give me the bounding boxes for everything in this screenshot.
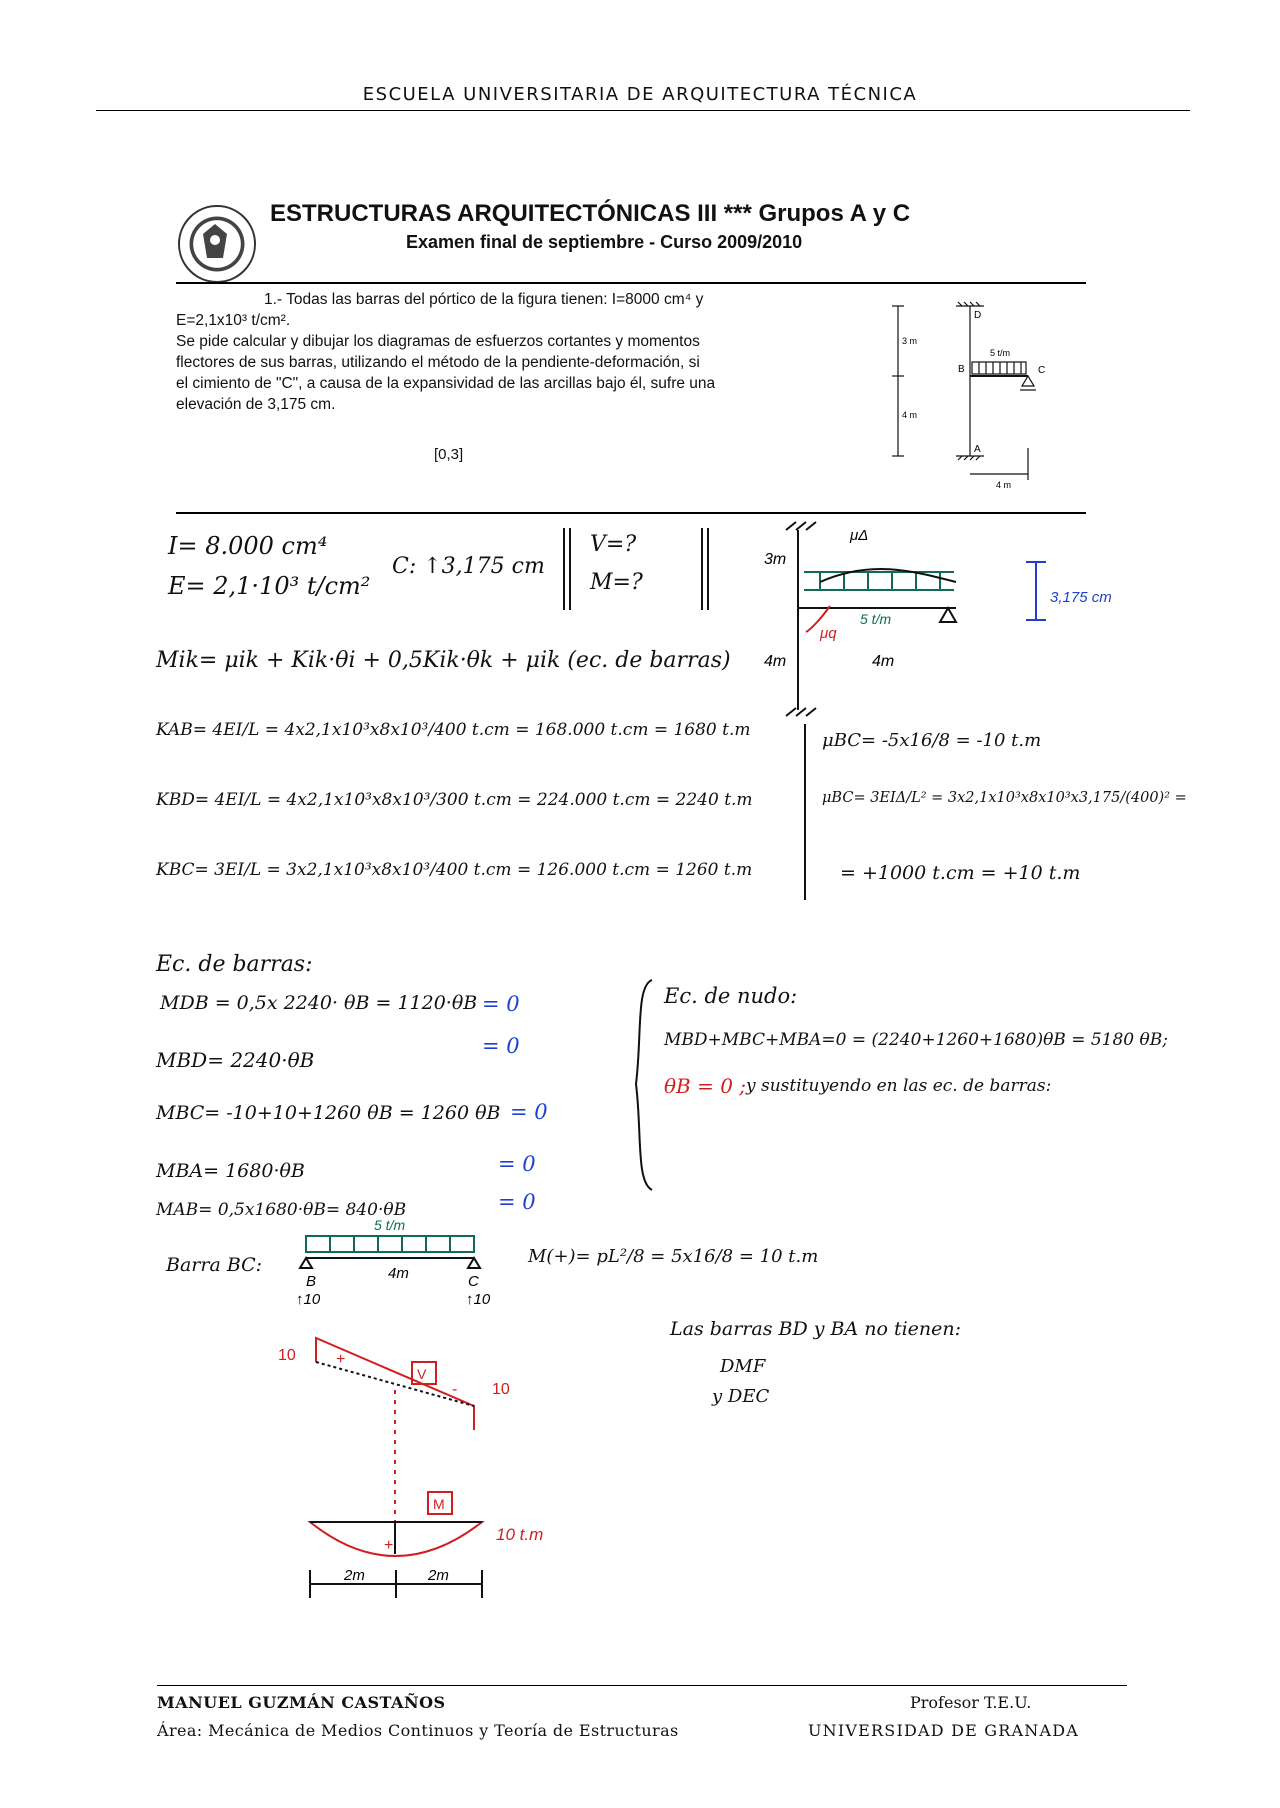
note-dmf: DMF bbox=[720, 1356, 766, 1377]
moment-label: M bbox=[433, 1496, 445, 1512]
bar-eq-zero: = 0 bbox=[482, 992, 520, 1016]
bar-bc-reaction-c: ↑10 bbox=[466, 1291, 491, 1308]
fixed-end-moment-settlement: μBC= 3EIΔ/L² = 3x2,1x10³x8x10³x3,175/(400)² = bbox=[822, 790, 1187, 806]
unknown-shear: V=? bbox=[590, 532, 637, 557]
bar-bc-label-c: C bbox=[468, 1273, 479, 1290]
node-equation: MBD+MBC+MBA=0 = (2240+1260+1680)θB = 5180 θB; bbox=[664, 1030, 1168, 1050]
problem-line: E=2,1x10³ t/cm². bbox=[176, 312, 291, 329]
general-equation: Mik= μik + Kik·θi + 0,5Kik·θk + μik (ec. de barras) bbox=[156, 648, 731, 673]
stiffness-bd: KBD= 4EI/L = 4x2,1x10³x8x10³/300 t.cm = 224.000 t.cm = 2240 t.m bbox=[156, 790, 753, 810]
problem-line: 1.- Todas las barras del pórtico de la figura tienen: I=8000 cm⁴ y bbox=[264, 291, 704, 308]
figure-rule bbox=[176, 512, 1086, 514]
moments-divider bbox=[800, 722, 810, 902]
solution-sketch bbox=[760, 520, 1130, 720]
bar-bc-title: Barra BC: bbox=[166, 1254, 263, 1276]
bar-eq-zero: = 0 bbox=[482, 1034, 520, 1058]
fig-dim-bottom: 4 m bbox=[902, 410, 918, 420]
sketch-mu-delta: μΔ bbox=[850, 527, 869, 544]
node-substitution-note: y sustituyendo en las ec. de barras: bbox=[746, 1076, 1052, 1096]
fixed-end-moment-load: μBC= -5x16/8 = -10 t.m bbox=[822, 730, 1042, 751]
sketch-4m-span: 4m bbox=[872, 653, 895, 670]
note-dec: y DEC bbox=[712, 1386, 770, 1407]
author-area: Área: Mecánica de Medios Continuos y Teoría de Estructuras bbox=[157, 1721, 679, 1740]
shear-plus: + bbox=[336, 1351, 346, 1368]
node-equation-title: Ec. de nudo: bbox=[664, 984, 798, 1008]
sketch-3m: 3m bbox=[764, 551, 787, 568]
stiffness-ab: KAB= 4EI/L = 4x2,1x10³x8x10³/400 t.cm = 168.000 t.cm = 1680 t.m bbox=[156, 720, 751, 740]
bar-bc-diagrams bbox=[260, 1220, 560, 1630]
fig-label-A: A bbox=[974, 444, 981, 455]
fig-label-B: B bbox=[958, 364, 965, 375]
half-span-1: 2m bbox=[344, 1567, 365, 1584]
title-rule bbox=[176, 282, 1086, 284]
bar-eq-zero: = 0 bbox=[510, 1100, 548, 1124]
data-inertia: I= 8.000 cm⁴ bbox=[168, 532, 328, 560]
note-no-diagrams: Las barras BD y BA no tienen: bbox=[670, 1318, 962, 1340]
unknowns-bars bbox=[558, 524, 718, 616]
fig-dim-top: 3 m bbox=[902, 336, 918, 346]
bar-eq-db: MDB = 0,5x 2240· θB = 1120·θB bbox=[160, 992, 478, 1014]
frame-figure bbox=[880, 298, 1080, 498]
shear-left-value: 10 bbox=[278, 1347, 296, 1364]
sketch-settle: 3,175 cm bbox=[1050, 589, 1112, 606]
max-moment: M(+)= pL²/8 = 5x16/8 = 10 t.m bbox=[528, 1246, 819, 1267]
bar-eq-zero: = 0 bbox=[498, 1152, 536, 1176]
node-rotation-result: θB = 0 ; bbox=[664, 1074, 747, 1098]
exam-title: ESTRUCTURAS ARQUITECTÓNICAS III *** Grupos A y C bbox=[270, 200, 911, 227]
stiffness-bc: KBC= 3EI/L = 3x2,1x10³x8x10³/400 t.cm = 126.000 t.cm = 1260 t.m bbox=[156, 860, 753, 880]
fig-label-D: D bbox=[974, 310, 982, 321]
bar-eq-ab: MAB= 0,5x1680·θB= 840·θB bbox=[156, 1200, 407, 1220]
problem-statement bbox=[176, 289, 866, 415]
bar-equations-title: Ec. de barras: bbox=[156, 952, 313, 977]
shear-label: V bbox=[417, 1366, 427, 1382]
moment-value: 10 t.m bbox=[496, 1525, 544, 1544]
bar-eq-zero: = 0 bbox=[498, 1190, 536, 1214]
moment-plus: + bbox=[384, 1537, 394, 1554]
fig-label-C: C bbox=[1038, 365, 1046, 376]
problem-line: Se pide calcular y dibujar los diagramas de esfuerzos cortantes y momentos bbox=[176, 333, 700, 350]
score: [0,3] bbox=[434, 446, 464, 463]
problem-line: flectores de sus barras, utilizando el método de la pendiente-deformación, si bbox=[176, 354, 700, 371]
school-header: ESCUELA UNIVERSITARIA DE ARQUITECTURA TÉCNICA bbox=[362, 84, 918, 105]
shear-minus: - bbox=[452, 1381, 458, 1398]
shear-right-value: 10 bbox=[492, 1381, 510, 1398]
unknown-moment: M=? bbox=[590, 570, 643, 595]
problem-line: elevación de 3,175 cm. bbox=[176, 396, 336, 413]
footer-rule bbox=[157, 1685, 1127, 1686]
exam-subtitle: Examen final de septiembre - Curso 2009/2010 bbox=[406, 232, 803, 252]
header-rule bbox=[96, 110, 1190, 111]
author-name: MANUEL GUZMÁN CASTAÑOS bbox=[157, 1693, 446, 1712]
fig-load: 5 t/m bbox=[990, 348, 1011, 358]
fig-dim-span: 4 m bbox=[996, 480, 1012, 490]
bar-bc-reaction-b: ↑10 bbox=[296, 1291, 321, 1308]
problem-line: el cimiento de "C", a causa de la expansividad de las arcillas bajo él, sufre una bbox=[176, 375, 716, 392]
author-role: Profesor T.E.U. bbox=[910, 1693, 1032, 1712]
bar-eq-bc: MBC= -10+10+1260 θB = 1260 θB bbox=[156, 1102, 501, 1124]
node-brace bbox=[628, 976, 658, 1196]
university-name: UNIVERSIDAD DE GRANADA bbox=[808, 1721, 1079, 1740]
sketch-mu-q: μq bbox=[820, 625, 837, 642]
data-modulus: E= 2,1·10³ t/cm² bbox=[168, 572, 371, 600]
bar-eq-bd: MBD= 2240·θB bbox=[156, 1048, 315, 1072]
bar-bc-label-b: B bbox=[306, 1273, 317, 1290]
data-settlement: C: ↑3,175 cm bbox=[392, 554, 545, 579]
half-span-2: 2m bbox=[428, 1567, 449, 1584]
fixed-end-moment-result: = +1000 t.cm = +10 t.m bbox=[840, 862, 1081, 884]
sketch-load: 5 t/m bbox=[860, 611, 892, 627]
university-seal-icon bbox=[178, 205, 256, 283]
bar-bc-load: 5 t/m bbox=[374, 1220, 406, 1233]
bar-eq-ba: MBA= 1680·θB bbox=[156, 1160, 305, 1182]
bar-bc-span: 4m bbox=[388, 1265, 409, 1282]
sketch-4m: 4m bbox=[764, 653, 787, 670]
